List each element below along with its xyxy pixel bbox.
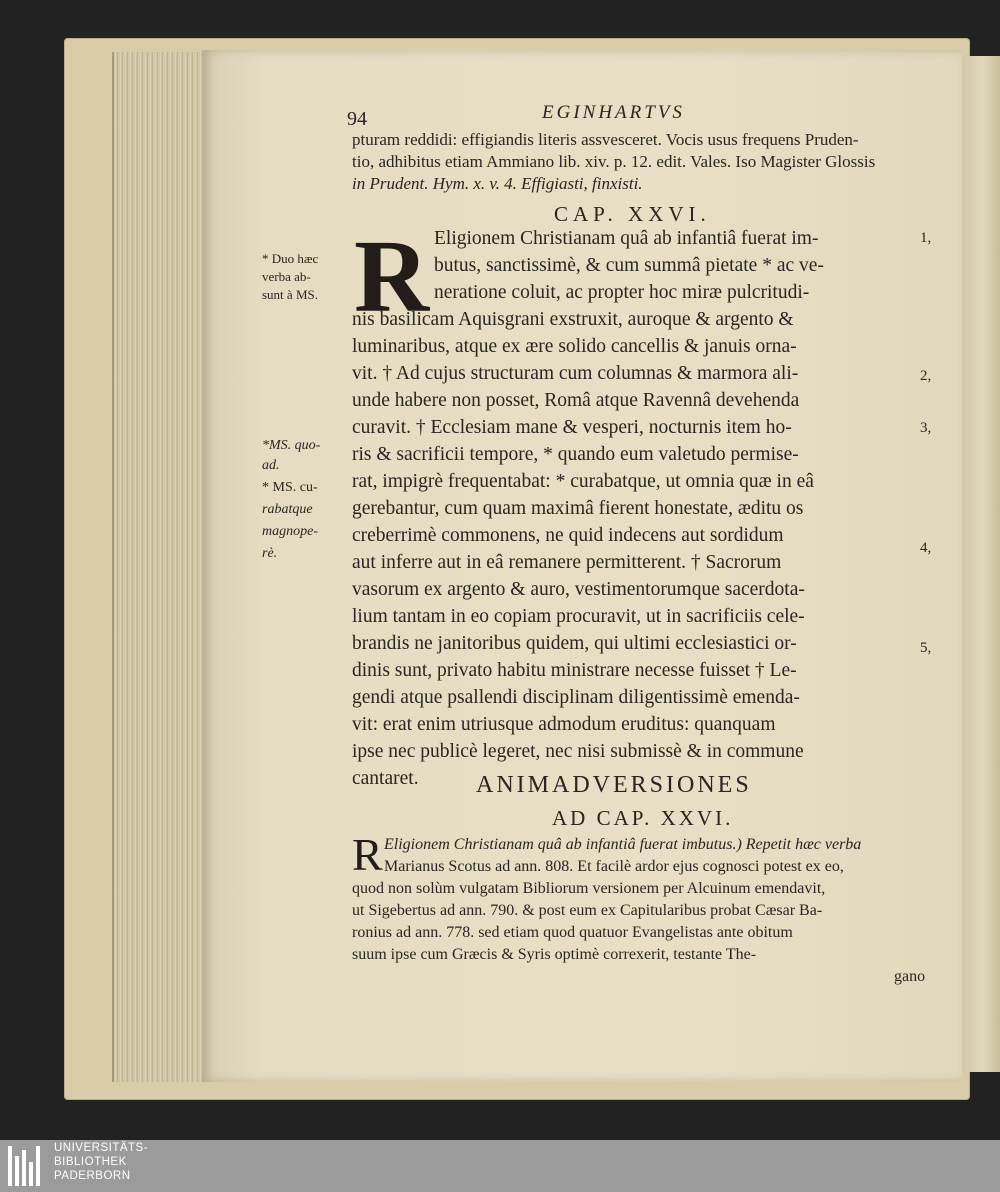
note-line: in Prudent. Hym. x. v. 4. Effigiasti, finxisti.: [352, 174, 643, 193]
margin-note: * MS. cu-: [262, 480, 318, 495]
margin-note: verba ab-: [262, 269, 311, 284]
commentary-line: Marianus Scotus ad ann. 808. Et facilè ardor ejus cognosci potest ex eo,: [384, 858, 844, 875]
margin-note: magnope-: [262, 524, 318, 539]
body-line: aut inferre aut in eâ remanere permitterent. † Sacrorum: [352, 552, 782, 573]
body-line: neratione coluit, ac propter hoc miræ pulcritudi-: [434, 282, 810, 303]
line-number: 2,: [920, 368, 932, 384]
margin-note: rabatque: [262, 502, 313, 517]
commentary-line: Eligionem Christianam quâ ab infantiâ fuerat imbutus.) Repetit hæc verba: [384, 836, 862, 853]
body-line: curavit. † Ecclesiam mane & vesperi, nocturnis item ho-: [352, 417, 792, 438]
page-number: 94: [347, 108, 367, 130]
body-line: gendi atque psallendi disciplinam diligentissimè emenda-: [352, 687, 800, 708]
margin-note: *MS. quo-: [262, 438, 321, 453]
commentary-line: suum ipse cum Græcis & Syris optimè correxerit, testante The-: [352, 946, 757, 963]
body-line: Eligionem Christianam quâ ab infantiâ fuerat im-: [434, 228, 819, 249]
margin-note: ad.: [262, 458, 280, 473]
catchword: gano: [894, 968, 926, 985]
library-name-line: PADERBORN: [54, 1170, 131, 1182]
margin-note: rè.: [262, 546, 278, 561]
running-head: EGINHARTVS: [542, 102, 685, 123]
margin-note: sunt à MS.: [262, 287, 318, 302]
margin-note: * Duo hæc: [262, 251, 319, 266]
body-line: ipse nec publicè legeret, nec nisi submissè & in commune: [352, 741, 804, 762]
body-line: vasorum ex argento & auro, vestimentorumque sacerdota-: [352, 579, 805, 600]
drop-cap-commentary: R: [352, 829, 383, 880]
body-line: cantaret.: [352, 768, 419, 789]
commentary-line: ut Sigebertus ad ann. 790. & post eum ex Capitularibus probat Cæsar Ba-: [352, 902, 823, 919]
library-name-line: BIBLIOTHEK: [54, 1156, 127, 1168]
library-logo-icon: [6, 1146, 46, 1186]
body-line: dinis sunt, privato habitu ministrare necesse fuisset † Le-: [352, 660, 797, 681]
animadversiones-subtitle: AD CAP. XXVI.: [552, 806, 734, 830]
note-line: tio, adhibitus etiam Ammiano lib. xiv. p. 12. edit. Vales. Iso Magister Glossis: [352, 152, 876, 171]
body-line: creberrimè commonens, ne quid indecens aut sordidum: [352, 525, 784, 546]
animadversiones-title: ANIMADVERSIONES: [476, 772, 752, 798]
line-number: 5,: [920, 640, 932, 656]
body-line: vit: erat enim utriusque admodum eruditus: quanquam: [352, 714, 776, 735]
body-line: gerebantur, cum quam maximâ fierent honestate, æditu os: [352, 498, 804, 519]
body-line: luminaribus, atque ex ære solido cancellis & januis orna-: [352, 336, 797, 357]
book-page: [202, 50, 962, 1082]
page-stack: [112, 52, 206, 1082]
chapter-title: CAP. XXVI.: [554, 202, 711, 226]
body-line: ris & sacrificii tempore, * quando eum valetudo permise-: [352, 444, 799, 465]
commentary-line: ronius ad ann. 778. sed etiam quod quatuor Evangelistas ante obitum: [352, 924, 793, 941]
body-line: butus, sanctissimè, & cum summâ pietate * ac ve-: [434, 255, 824, 276]
library-name-line: UNIVERSITÄTS-: [54, 1142, 149, 1154]
body-line: vit. † Ad cujus structuram cum columnas & marmora ali-: [352, 363, 799, 384]
note-line: pturam reddidi: effigiandis literis assvesceret. Vocis usus frequens Pruden-: [352, 130, 859, 149]
drop-cap: R: [354, 219, 430, 334]
line-number: 4,: [920, 540, 932, 556]
body-line: brandis ne janitoribus quidem, qui ultimi ecclesiastici or-: [352, 633, 797, 654]
line-number: 1,: [920, 230, 932, 246]
commentary-line: quod non solùm vulgatam Bibliorum versionem per Alcuinum emendavit,: [352, 880, 826, 897]
facing-page-edge: [958, 56, 1000, 1072]
body-line: rat, impigrè frequentabat: * curabatque, ut omnia quæ in eâ: [352, 471, 814, 492]
body-line: unde habere non posset, Româ atque Ravennâ devehenda: [352, 390, 800, 411]
body-line: nis basilicam Aquisgrani exstruxit, auroque & argento &: [352, 309, 794, 330]
body-line: lium tantam in eo copiam procuravit, ut in sacrificiis cele-: [352, 606, 805, 627]
library-footer: [0, 1140, 1000, 1192]
line-number: 3,: [920, 420, 932, 436]
